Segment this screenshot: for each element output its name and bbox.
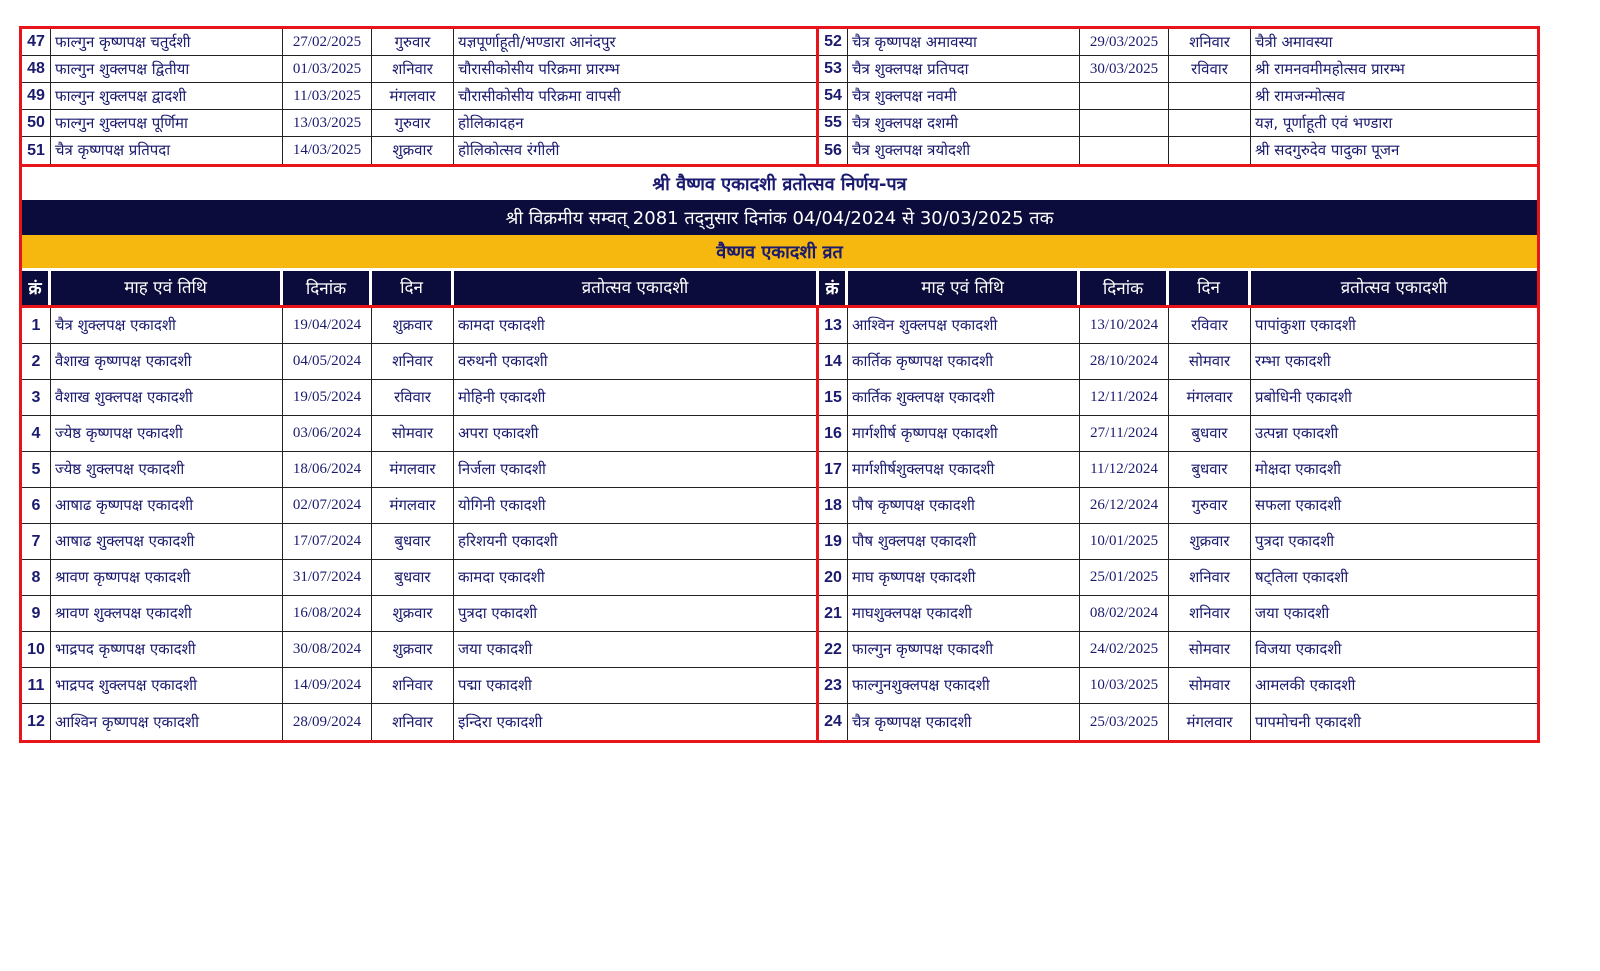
- weekday: रविवार: [372, 380, 454, 416]
- month-tithi: माघ कृष्णपक्ष एकादशी: [848, 560, 1080, 596]
- month-tithi: वैशाख कृष्णपक्ष एकादशी: [51, 344, 283, 380]
- weekday: शनिवार: [372, 56, 454, 83]
- date: 17/07/2024: [283, 524, 372, 560]
- column-header-num: क्रं: [22, 271, 51, 305]
- month-tithi: मार्गशीर्षशुक्लपक्ष एकादशी: [848, 452, 1080, 488]
- section-heading: वैष्णव एकादशी व्रत: [22, 235, 1537, 268]
- event: कामदा एकादशी: [454, 560, 816, 596]
- date: 18/06/2024: [283, 452, 372, 488]
- weekday: गुरुवार: [1169, 488, 1251, 524]
- date: 25/03/2025: [1080, 704, 1169, 740]
- date: [1080, 110, 1169, 137]
- event: अपरा एकादशी: [454, 416, 816, 452]
- weekday: मंगलवार: [372, 488, 454, 524]
- event: मोहिनी एकादशी: [454, 380, 816, 416]
- month-tithi: फाल्गुन शुक्लपक्ष द्वादशी: [51, 83, 283, 110]
- event: यज्ञपूर्णाहूती/भण्डारा आनंदपुर: [454, 29, 816, 56]
- row-number: 18: [819, 488, 848, 524]
- weekday: शनिवार: [1169, 596, 1251, 632]
- date: 11/03/2025: [283, 83, 372, 110]
- month-tithi: चैत्र शुक्लपक्ष एकादशी: [51, 308, 283, 344]
- weekday: शनिवार: [1169, 560, 1251, 596]
- row-number: 8: [22, 560, 51, 596]
- month-tithi: चैत्र कृष्णपक्ष प्रतिपदा: [51, 137, 283, 164]
- month-tithi: चैत्र शुक्लपक्ष नवमी: [848, 83, 1080, 110]
- row-number: 51: [22, 137, 51, 164]
- month-tithi: श्रावण कृष्णपक्ष एकादशी: [51, 560, 283, 596]
- month-tithi: चैत्र शुक्लपक्ष त्रयोदशी: [848, 137, 1080, 164]
- weekday: रविवार: [1169, 56, 1251, 83]
- month-tithi: आषाढ शुक्लपक्ष एकादशी: [51, 524, 283, 560]
- table-row: [22, 596, 1537, 632]
- month-tithi: आश्विन कृष्णपक्ष एकादशी: [51, 704, 283, 740]
- month-tithi: फाल्गुन कृष्णपक्ष एकादशी: [848, 632, 1080, 668]
- month-tithi: मार्गशीर्ष कृष्णपक्ष एकादशी: [848, 416, 1080, 452]
- date: 19/04/2024: [283, 308, 372, 344]
- row-number: 50: [22, 110, 51, 137]
- weekday: बुधवार: [372, 524, 454, 560]
- date: 02/07/2024: [283, 488, 372, 524]
- row-number: 4: [22, 416, 51, 452]
- weekday: शुक्रवार: [372, 596, 454, 632]
- weekday: शुक्रवार: [1169, 524, 1251, 560]
- month-tithi: भाद्रपद शुक्लपक्ष एकादशी: [51, 668, 283, 704]
- month-tithi: ज्येष्ठ कृष्णपक्ष एकादशी: [51, 416, 283, 452]
- weekday: सोमवार: [1169, 668, 1251, 704]
- table-row: [22, 668, 1537, 704]
- event: योगिनी एकादशी: [454, 488, 816, 524]
- table-row: [22, 344, 1537, 380]
- row-number: 56: [819, 137, 848, 164]
- weekday: बुधवार: [1169, 416, 1251, 452]
- date: 01/03/2025: [283, 56, 372, 83]
- table-row: [22, 380, 1537, 416]
- month-tithi: वैशाख शुक्लपक्ष एकादशी: [51, 380, 283, 416]
- table-row: [22, 524, 1537, 560]
- weekday: शुक्रवार: [372, 632, 454, 668]
- weekday: मंगलवार: [1169, 704, 1251, 740]
- row-number: 21: [819, 596, 848, 632]
- month-tithi: चैत्र शुक्लपक्ष दशमी: [848, 110, 1080, 137]
- table-row: [22, 560, 1537, 596]
- month-tithi: फाल्गुनशुक्लपक्ष एकादशी: [848, 668, 1080, 704]
- date: 13/10/2024: [1080, 308, 1169, 344]
- event: पद्मा एकादशी: [454, 668, 816, 704]
- event: षट्तिला एकादशी: [1251, 560, 1537, 596]
- row-number: 14: [819, 344, 848, 380]
- date: 08/02/2024: [1080, 596, 1169, 632]
- weekday: सोमवार: [372, 416, 454, 452]
- row-number: 10: [22, 632, 51, 668]
- row-number: 2: [22, 344, 51, 380]
- date-range-banner: श्री विक्रमीय सम्वत् 2081 तद्नुसार दिनांक 04/04/2024 से 30/03/2025 तक: [22, 200, 1537, 235]
- weekday: शनिवार: [372, 344, 454, 380]
- row-number: 20: [819, 560, 848, 596]
- date: 31/07/2024: [283, 560, 372, 596]
- row-number: 24: [819, 704, 848, 740]
- weekday: [1169, 83, 1251, 110]
- date: 19/05/2024: [283, 380, 372, 416]
- date: 04/05/2024: [283, 344, 372, 380]
- month-tithi: भाद्रपद कृष्णपक्ष एकादशी: [51, 632, 283, 668]
- date: 29/03/2025: [1080, 29, 1169, 56]
- event: उत्पन्ना एकादशी: [1251, 416, 1537, 452]
- weekday: शनिवार: [372, 704, 454, 740]
- event: होलिकादहन: [454, 110, 816, 137]
- column-header-month: माह एवं तिथि: [848, 271, 1080, 305]
- event: पुत्रदा एकादशी: [454, 596, 816, 632]
- month-tithi: फाल्गुन शुक्लपक्ष पूर्णिमा: [51, 110, 283, 137]
- month-tithi: श्रावण शुक्लपक्ष एकादशी: [51, 596, 283, 632]
- date: 26/12/2024: [1080, 488, 1169, 524]
- event: आमलकी एकादशी: [1251, 668, 1537, 704]
- row-number: 23: [819, 668, 848, 704]
- weekday: गुरुवार: [372, 29, 454, 56]
- weekday: मंगलवार: [372, 83, 454, 110]
- row-number: 16: [819, 416, 848, 452]
- table-row: [22, 488, 1537, 524]
- weekday: गुरुवार: [372, 110, 454, 137]
- top-table: [22, 29, 1537, 167]
- row-number: 17: [819, 452, 848, 488]
- event: चौरासीकोसीय परिक्रमा वापसी: [454, 83, 816, 110]
- table-row: [22, 83, 1537, 110]
- month-tithi: फाल्गुन कृष्णपक्ष चतुर्दशी: [51, 29, 283, 56]
- weekday: शुक्रवार: [372, 308, 454, 344]
- weekday: शनिवार: [1169, 29, 1251, 56]
- table-row: [22, 452, 1537, 488]
- month-tithi: फाल्गुन शुक्लपक्ष द्वितीया: [51, 56, 283, 83]
- date: 30/08/2024: [283, 632, 372, 668]
- weekday: बुधवार: [372, 560, 454, 596]
- event: मोक्षदा एकादशी: [1251, 452, 1537, 488]
- row-number: 52: [819, 29, 848, 56]
- column-header-num: क्रं: [819, 271, 848, 305]
- date: 12/11/2024: [1080, 380, 1169, 416]
- weekday: [1169, 137, 1251, 164]
- date: 11/12/2024: [1080, 452, 1169, 488]
- row-number: 15: [819, 380, 848, 416]
- event: यज्ञ, पूर्णाहूती एवं भण्डारा: [1251, 110, 1537, 137]
- event: वरुथनी एकादशी: [454, 344, 816, 380]
- row-number: 9: [22, 596, 51, 632]
- month-tithi: माघशुक्लपक्ष एकादशी: [848, 596, 1080, 632]
- date: 13/03/2025: [283, 110, 372, 137]
- event: चौरासीकोसीय परिक्रमा प्रारम्भ: [454, 56, 816, 83]
- column-header-event: व्रतोत्सव एकादशी: [581, 277, 689, 298]
- date: [1080, 137, 1169, 164]
- month-tithi: आश्विन शुक्लपक्ष एकादशी: [848, 308, 1080, 344]
- row-number: 55: [819, 110, 848, 137]
- column-header-event: व्रतोत्सव एकादशी: [1340, 277, 1448, 298]
- row-number: 1: [22, 308, 51, 344]
- month-tithi: कार्तिक शुक्लपक्ष एकादशी: [848, 380, 1080, 416]
- column-header-month: माह एवं तिथि: [51, 271, 283, 305]
- table-row: [22, 29, 1537, 56]
- row-number: 11: [22, 668, 51, 704]
- row-number: 48: [22, 56, 51, 83]
- event: रम्भा एकादशी: [1251, 344, 1537, 380]
- date: 30/03/2025: [1080, 56, 1169, 83]
- date: 10/01/2025: [1080, 524, 1169, 560]
- weekday: [1169, 110, 1251, 137]
- row-number: 12: [22, 704, 51, 740]
- date: 16/08/2024: [283, 596, 372, 632]
- date: 10/03/2025: [1080, 668, 1169, 704]
- month-tithi: चैत्र शुक्लपक्ष प्रतिपदा: [848, 56, 1080, 83]
- weekday: सोमवार: [1169, 632, 1251, 668]
- calendar-sheet: [19, 26, 1540, 743]
- date: [1080, 83, 1169, 110]
- table-row: [22, 56, 1537, 83]
- row-number: 7: [22, 524, 51, 560]
- row-number: 3: [22, 380, 51, 416]
- row-number: 49: [22, 83, 51, 110]
- row-number: 53: [819, 56, 848, 83]
- date: 28/10/2024: [1080, 344, 1169, 380]
- event: जया एकादशी: [1251, 596, 1537, 632]
- event: जया एकादशी: [454, 632, 816, 668]
- column-header-row: [22, 268, 1537, 308]
- event: प्रबोधिनी एकादशी: [1251, 380, 1537, 416]
- row-number: 22: [819, 632, 848, 668]
- event: श्री रामजन्मोत्सव: [1251, 83, 1537, 110]
- event: श्री सदगुरुदेव पादुका पूजन: [1255, 141, 1400, 159]
- date: 14/09/2024: [283, 668, 372, 704]
- date: 14/03/2025: [283, 137, 372, 164]
- column-header-date: दिनांक: [283, 271, 372, 305]
- event: पुत्रदा एकादशी: [1251, 524, 1537, 560]
- date: 03/06/2024: [283, 416, 372, 452]
- date: 28/09/2024: [283, 704, 372, 740]
- event: इन्दिरा एकादशी: [458, 712, 543, 731]
- table-row: [22, 308, 1537, 344]
- event: सफला एकादशी: [1251, 488, 1537, 524]
- page-title: श्री वैष्णव एकादशी व्रतोत्सव निर्णय-पत्र: [22, 167, 1537, 200]
- weekday: बुधवार: [1169, 452, 1251, 488]
- month-tithi: आषाढ कृष्णपक्ष एकादशी: [51, 488, 283, 524]
- event: कामदा एकादशी: [454, 308, 816, 344]
- column-header-day: दिन: [1169, 271, 1251, 305]
- event: पापांकुशा एकादशी: [1251, 308, 1537, 344]
- weekday: शुक्रवार: [372, 137, 454, 164]
- row-number: 47: [22, 29, 51, 56]
- weekday: शनिवार: [372, 668, 454, 704]
- event: हरिशयनी एकादशी: [454, 524, 816, 560]
- event: चैत्री अमावस्या: [1251, 29, 1537, 56]
- date: 27/11/2024: [1080, 416, 1169, 452]
- table-row: [22, 137, 1537, 164]
- month-tithi: पौष कृष्णपक्ष एकादशी: [848, 488, 1080, 524]
- row-number: 13: [819, 308, 848, 344]
- date: 27/02/2025: [283, 29, 372, 56]
- row-number: 5: [22, 452, 51, 488]
- event: विजया एकादशी: [1251, 632, 1537, 668]
- column-header-day: दिन: [372, 271, 454, 305]
- ekadashi-table: [22, 308, 1537, 740]
- row-number: 19: [819, 524, 848, 560]
- event: निर्जला एकादशी: [454, 452, 816, 488]
- month-tithi: ज्येष्ठ शुक्लपक्ष एकादशी: [51, 452, 283, 488]
- month-tithi: कार्तिक कृष्णपक्ष एकादशी: [848, 344, 1080, 380]
- table-row: [22, 110, 1537, 137]
- table-row: [22, 416, 1537, 452]
- table-row: [22, 704, 1537, 740]
- month-tithi: चैत्र कृष्णपक्ष एकादशी: [848, 704, 1080, 740]
- row-number: 6: [22, 488, 51, 524]
- date: 25/01/2025: [1080, 560, 1169, 596]
- month-tithi: पौष शुक्लपक्ष एकादशी: [848, 524, 1080, 560]
- event: पापमोचनी एकादशी: [1255, 712, 1362, 731]
- event: होलिकोत्सव रंगीली: [458, 141, 560, 159]
- date: 24/02/2025: [1080, 632, 1169, 668]
- row-number: 54: [819, 83, 848, 110]
- weekday: सोमवार: [1169, 344, 1251, 380]
- table-row: [22, 632, 1537, 668]
- weekday: रविवार: [1169, 308, 1251, 344]
- weekday: मंगलवार: [372, 452, 454, 488]
- column-header-date: दिनांक: [1080, 271, 1169, 305]
- month-tithi: चैत्र कृष्णपक्ष अमावस्या: [848, 29, 1080, 56]
- weekday: मंगलवार: [1169, 380, 1251, 416]
- event: श्री रामनवमीमहोत्सव प्रारम्भ: [1251, 56, 1537, 83]
